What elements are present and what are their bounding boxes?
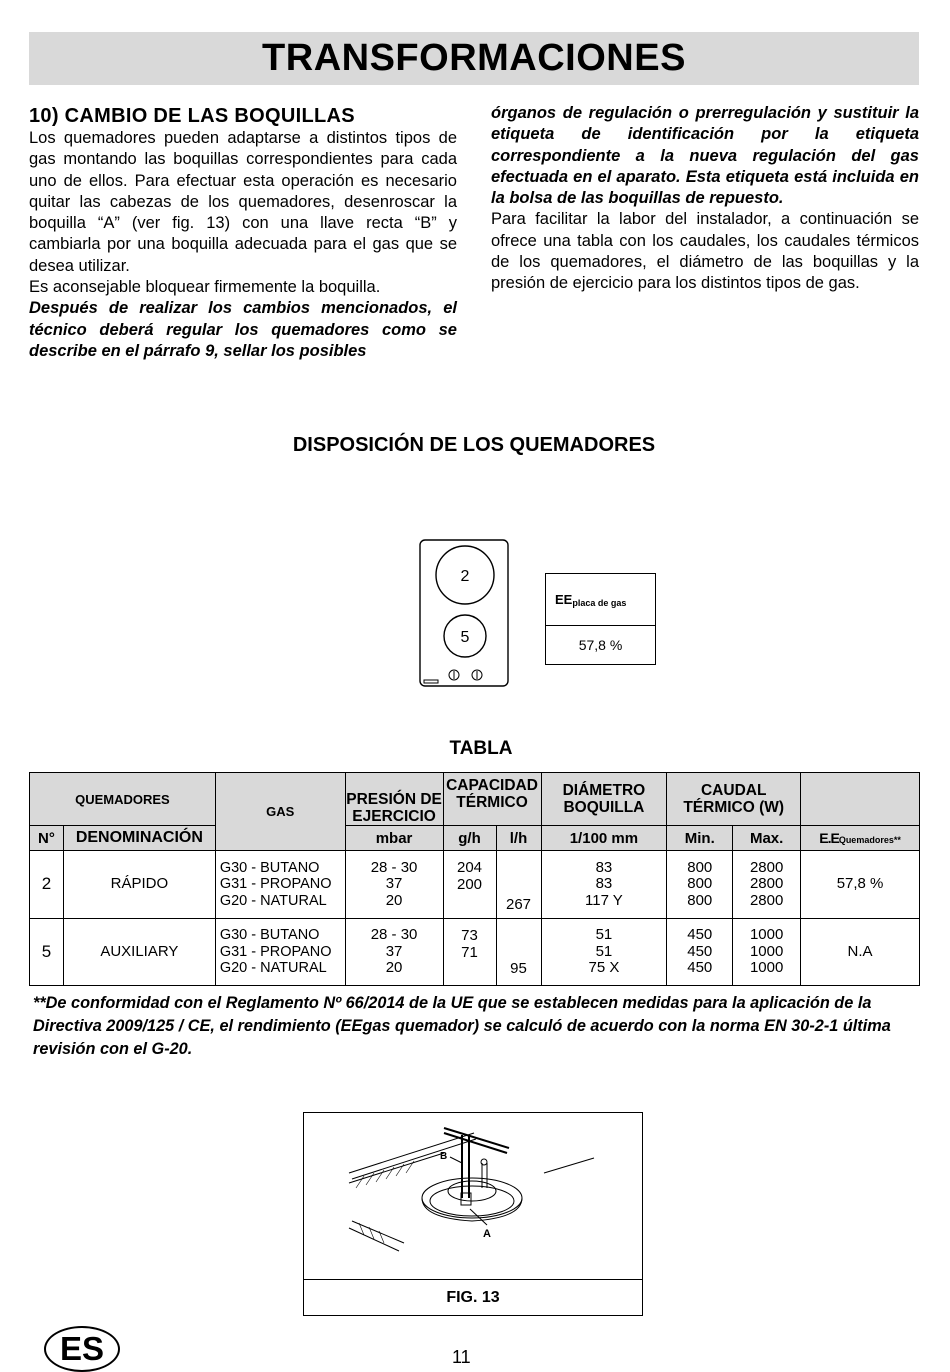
label-nozzle-a: A [483, 1228, 491, 1240]
row-ee: N.A [801, 919, 920, 986]
text-column-left [29, 104, 457, 362]
nozzle-wrench-illustration [304, 1113, 642, 1279]
header-caudal: CAUDAL TÉRMICO (W) [667, 773, 801, 826]
header-gas: GAS [215, 773, 345, 851]
figure-caption: FIG. 13 [304, 1279, 642, 1315]
table-row [30, 919, 920, 986]
language-badge: ES [44, 1326, 120, 1372]
text-column-right [491, 103, 919, 295]
row-diameter: 83 83 117 Y [541, 851, 667, 919]
row-gh: 73 71 [443, 919, 496, 986]
row-max: 2800 2800 2800 [733, 851, 801, 919]
header-max: Max. [733, 826, 801, 851]
row-gas-types: G30 - BUTANO G31 - PROPANO G20 - NATURAL [215, 851, 345, 919]
header-ee-blank [801, 773, 920, 826]
header-mbar: mbar [345, 826, 443, 851]
title-banner [29, 32, 919, 85]
regulation-footnote: **De conformidad con el Reglamento Nº 66/2014 de la UE que se establecen medidas para la aplicación de la Directiva 2009/125 / CE, el rendimiento (EEgas quemador) se calculó de acuerdo con la norma EN 30-2-1 última revisión con el G-20. [33, 994, 891, 1058]
page-number: 11 [452, 1347, 471, 1367]
row-ee: 57,8 % [801, 851, 920, 919]
header-mm: 1/100 mm [541, 826, 667, 851]
table-row [30, 851, 920, 919]
burner-rapid-number: 2 [460, 568, 470, 585]
label-wrench-b: B [440, 1151, 448, 1162]
header-capacidad: CAPACIDAD TÉRMICO [443, 773, 541, 826]
row-lh: 95 [496, 919, 541, 986]
energy-efficiency-box [545, 573, 656, 665]
row-number: 2 [30, 851, 64, 919]
gas-data-table [29, 772, 920, 986]
paragraph-warning-part1: Después de realizar los cambios mencionados, el técnico deberá regular los quemadores como se describe en el párrafo 9, sellar los posibles [29, 299, 457, 360]
header-gh: g/h [443, 826, 496, 851]
paragraph-table-intro: Para facilitar la labor del instalador, a continuación se ofrece una tabla con los caudales, los caudales térmicos de los quemadores, el diámetro de las boquillas y la presión de ejercicio para los distintos tipos de gas. [491, 210, 919, 293]
row-min: 800 800 800 [667, 851, 733, 919]
row-name: RÁPIDO [63, 851, 215, 919]
row-lh: 267 [496, 851, 541, 919]
section-heading: 10) CAMBIO DE LAS BOQUILLAS [29, 105, 355, 127]
header-min: Min. [667, 826, 733, 851]
hob-diagram [418, 538, 512, 690]
table-title: TABLA [449, 738, 513, 759]
row-gh: 204 200 [443, 851, 496, 919]
burner-layout-heading: DISPOSICIÓN DE LOS QUEMADORES [292, 434, 656, 456]
row-gas-types: G30 - BUTANO G31 - PROPANO G20 - NATURAL [215, 919, 345, 986]
row-min: 450 450 450 [667, 919, 733, 986]
paragraph-warning-part2: órganos de regulación o prerregulación y sustituir la etiqueta de identificación por la etiqueta correspondiente a la nueva regulación del gas efectuada en el aparato. Esta etiqueta está incluida en la bolsa de las boquillas de repuesto. [491, 104, 919, 208]
header-quemadores: QUEMADORES [30, 773, 216, 826]
row-name: AUXILIARY [63, 919, 215, 986]
row-diameter: 51 51 75 X [541, 919, 667, 986]
header-lh: l/h [496, 826, 541, 851]
page-title: TRANSFORMACIONES [262, 37, 686, 79]
paragraph-lock: Es aconsejable bloquear firmemente la boquilla. [29, 278, 381, 297]
header-ee: E.EQuemadores** [801, 826, 920, 851]
paragraph-intro: Los quemadores pueden adaptarse a distintos tipos de gas montando las boquillas correspondientes para cada uno de ellos. Para efectuar esta operación es necesario quitar las cabezas de los quemadores, desenroscar la boquilla “A” (ver fig. 13) con una llave recta “B” y cambiarla por una boquilla adecuada para el gas que se desea utilizar. [29, 129, 457, 275]
ee-label: EE placa de gas [546, 574, 655, 626]
header-denominacion: DENOMINACIÓN [63, 826, 215, 851]
header-n: N° [30, 826, 64, 851]
row-pressure: 28 - 30 37 20 [345, 919, 443, 986]
row-pressure: 28 - 30 37 20 [345, 851, 443, 919]
header-diametro: DIÁMETRO BOQUILLA [541, 773, 667, 826]
row-max: 1000 1000 1000 [733, 919, 801, 986]
ee-value: 57,8 % [578, 637, 623, 653]
header-presion: PRESIÓN DE EJERCICIO [345, 773, 443, 826]
figure-13 [303, 1112, 643, 1316]
row-number: 5 [30, 919, 64, 986]
burner-aux-number: 5 [460, 629, 470, 646]
